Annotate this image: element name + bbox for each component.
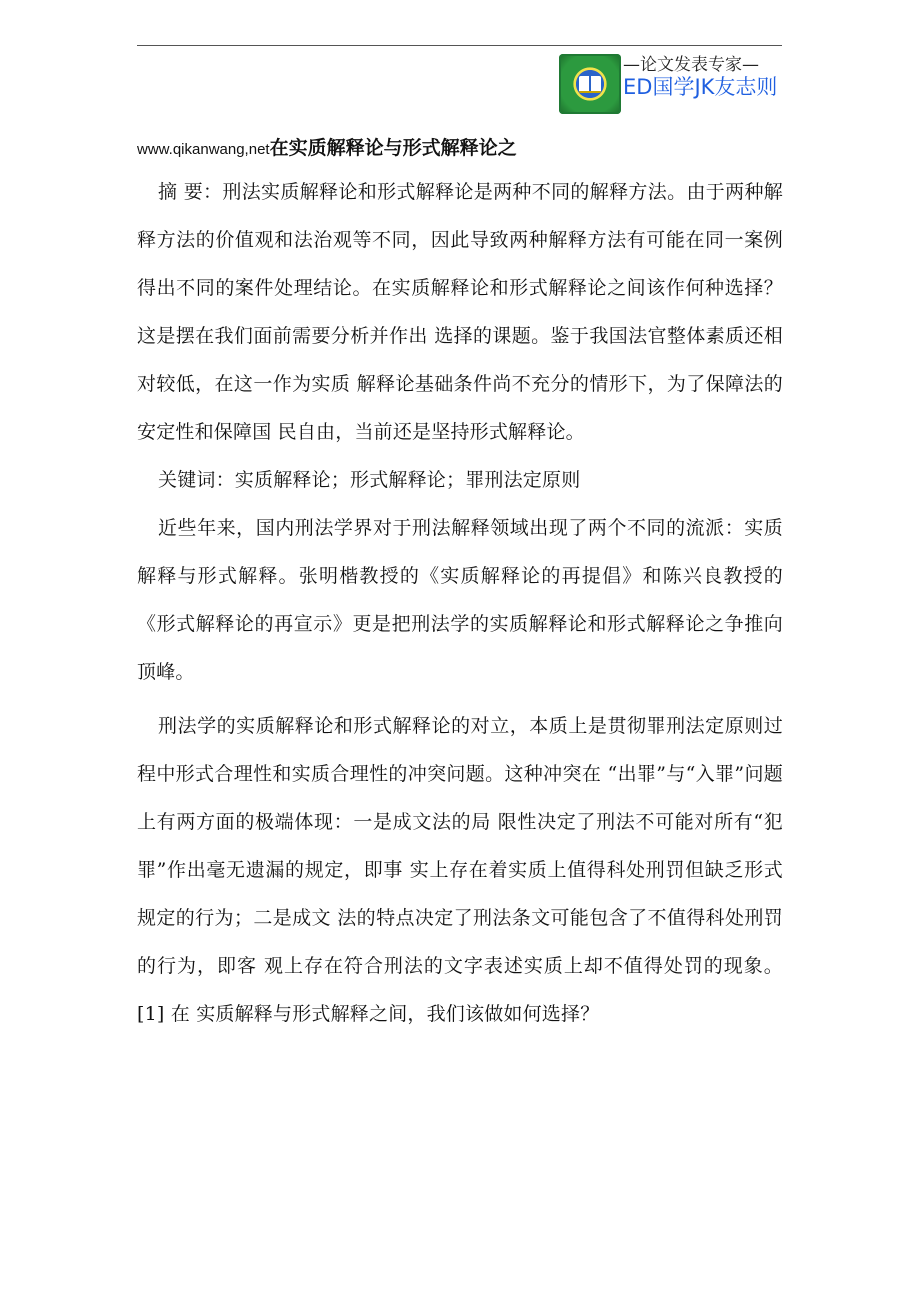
keywords-line: 关键词：实质解释论；形式解释论；罪刑法定原则 <box>158 469 581 491</box>
title-line <box>137 133 517 160</box>
body-paragraph-1: 近些年来，国内刑法学界对于刑法解释领域出现了两个不同的流派：实质解释与形式解释。张明楷教授的《实质解释论的再提倡》和陈兴良教授的《形式解释论的再宣示》更是把刑法学的实质解释论和形式解释论之争推向顶峰。 <box>137 517 783 683</box>
body-paragraph-2: 刑法学的实质解释论和形式解释论的对立，本质上是贯彻罪刑法定原则过程中形式合理性和实质合理性的冲突问题。这种冲突在 “出罪”与“入罪”问题上有两方面的极端体现：一是成文法的局 限性决定了刑法不可能对所有“犯罪”作出毫无遗漏的规定，即事 实上存在着实质上值得科处刑罚但缺乏形式规定的行为；二是成文 法的特点决定了刑法条文可能包含了不值得科处刑罚的行为，即客 观上存在符合刑法的文字表述实质上却不值得处罚的现象。[1] 在 实质解释与形式解释之间，我们该做如何选择？ <box>137 715 783 1025</box>
header-rule <box>137 45 782 46</box>
site-url: www.qikanwang,net <box>137 141 270 158</box>
article-body <box>137 168 783 1038</box>
article-title: 在实质解释论与形式解释论之 <box>269 137 517 159</box>
journal-logo <box>559 54 621 114</box>
header-brand: ED国学JK友志则 <box>623 75 778 99</box>
book-icon <box>579 76 601 93</box>
header-tagline: —论文发表专家— <box>623 55 759 75</box>
abstract-paragraph: 摘 要：刑法实质解释论和形式解释论是两种不同的解释方法。由于两种解释方法的价值观和法治观等不同，因此导致两种解释方法有可能在同一案例得出不同的案件处理结论。在实质解释论和形式解释论之间该作何种选择？这是摆在我们面前需要分析并作出 选择的课题。鉴于我国法官整体素质还相对较低，在这一作为实质 解释论基础条件尚不充分的情形下，为了保障法的安定性和保障国 民自由，当前还是坚持形式解释论。 <box>137 181 783 443</box>
